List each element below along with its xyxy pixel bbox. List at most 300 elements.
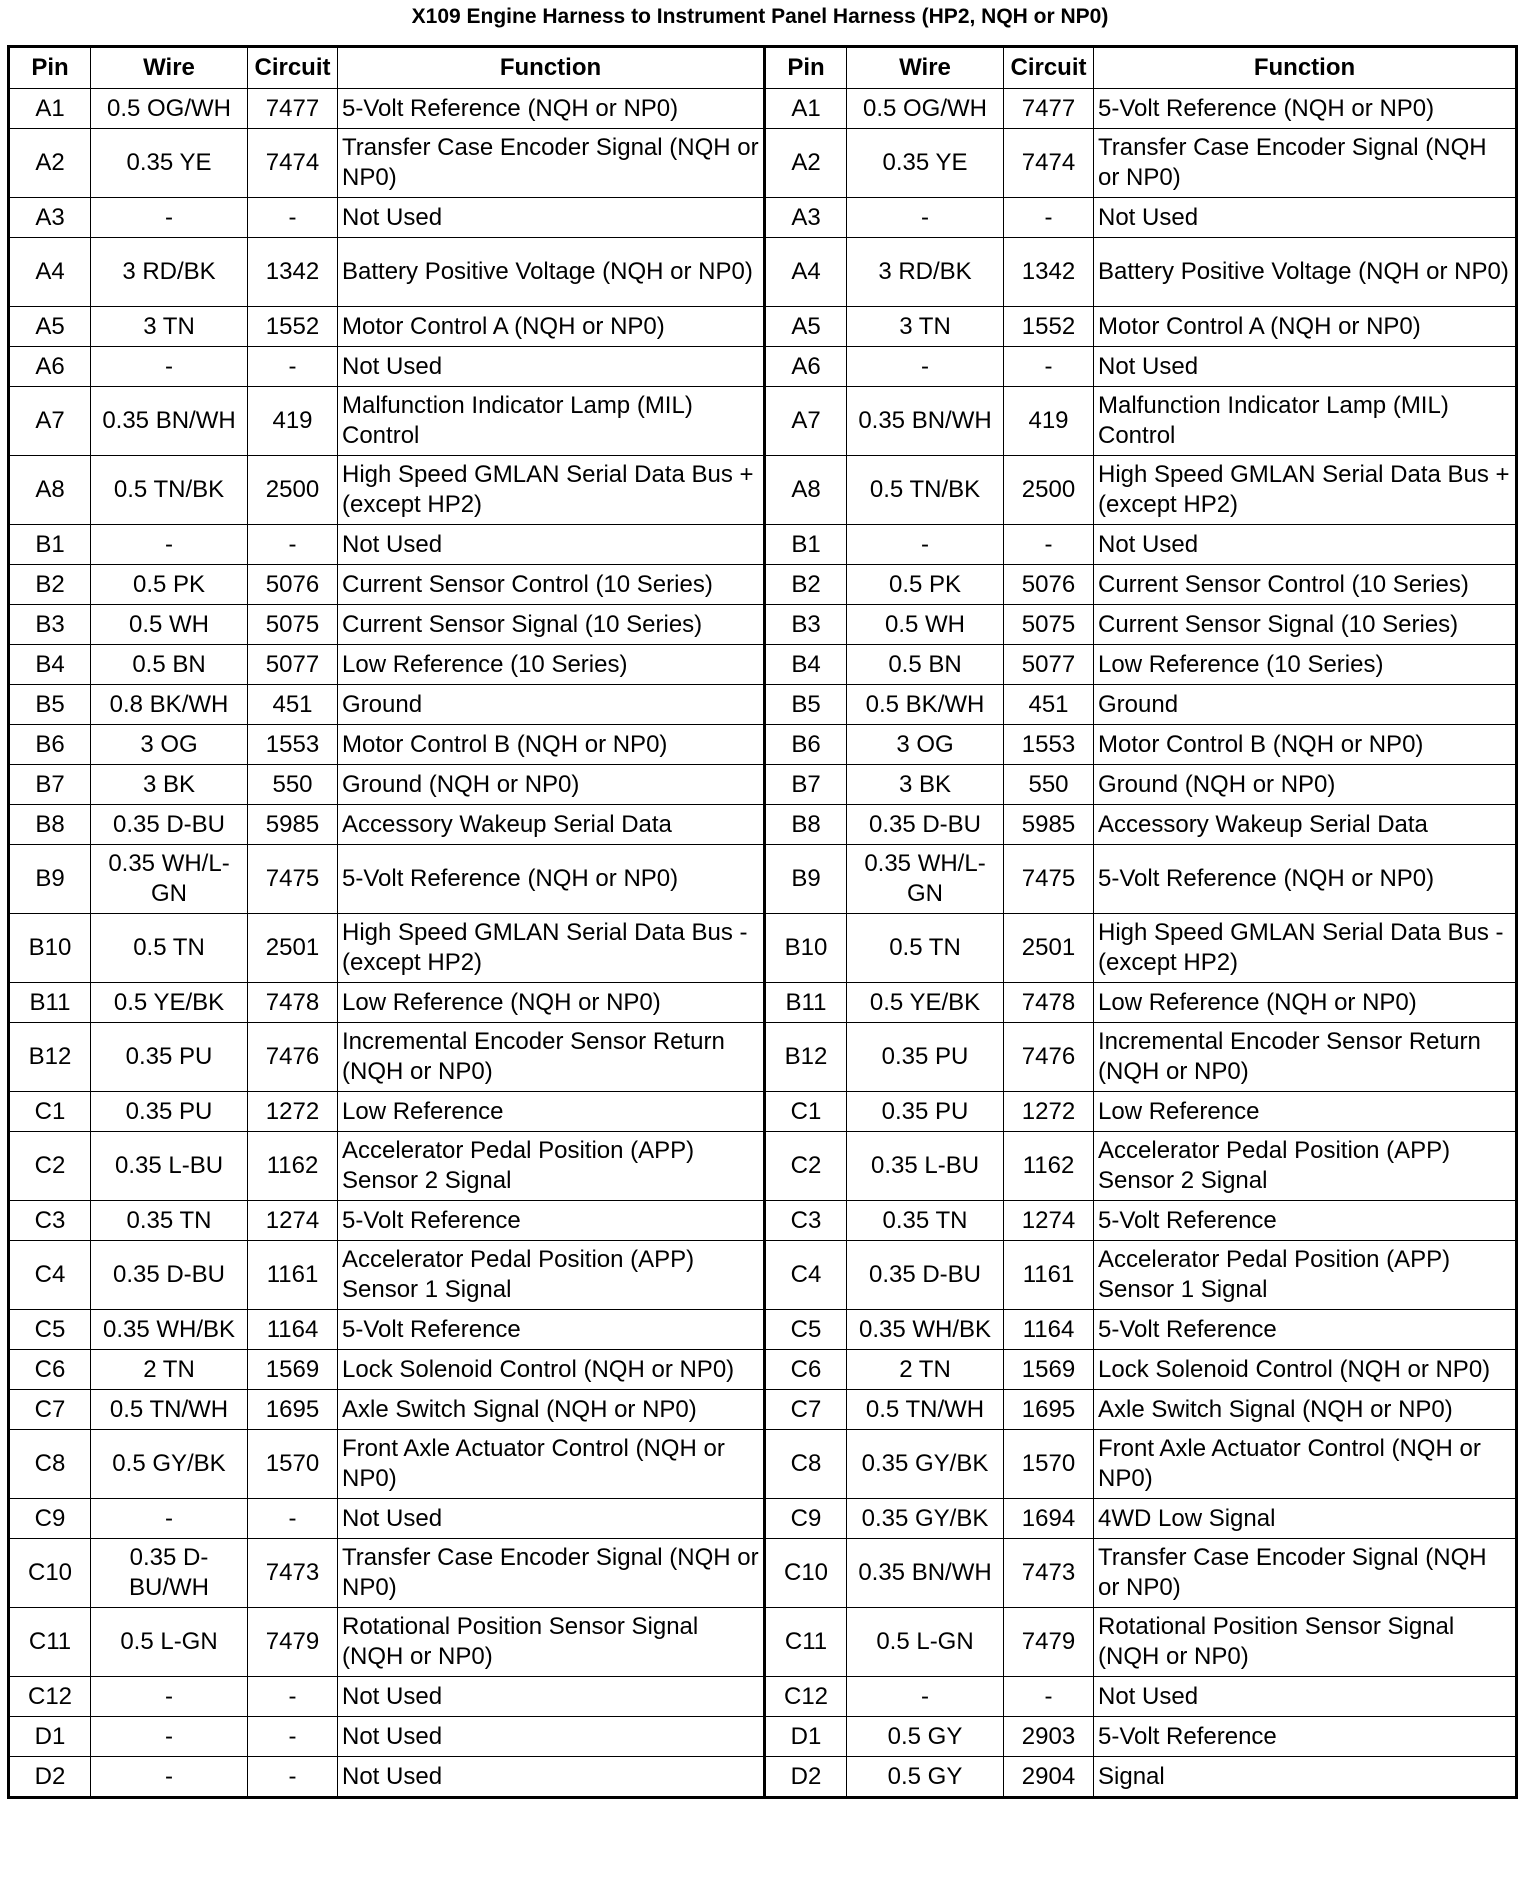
table-row — [9, 1539, 1517, 1608]
right-function-cell: 5-Volt Reference — [1094, 1201, 1517, 1241]
table-row — [9, 914, 1517, 983]
right-wire-cell: 0.5 WH — [847, 605, 1004, 645]
right-wire-cell: 3 BK — [847, 765, 1004, 805]
header-circuit: Circuit — [1004, 47, 1094, 89]
left-function-cell: 5-Volt Reference (NQH or NP0) — [338, 845, 765, 914]
right-function-cell: Low Reference (NQH or NP0) — [1094, 983, 1517, 1023]
right-pin-cell: C1 — [765, 1092, 847, 1132]
table-row — [9, 1717, 1517, 1757]
left-circuit-cell: 1569 — [248, 1350, 338, 1390]
left-function-cell: Transfer Case Encoder Signal (NQH or NP0) — [338, 1539, 765, 1608]
table-row — [9, 456, 1517, 525]
right-wire-cell: 0.35 D-BU — [847, 1241, 1004, 1310]
left-circuit-cell: 7476 — [248, 1023, 338, 1092]
left-circuit-cell: 1274 — [248, 1201, 338, 1241]
right-wire-cell: 0.5 YE/BK — [847, 983, 1004, 1023]
left-circuit-cell: 7478 — [248, 983, 338, 1023]
right-pin-cell: B3 — [765, 605, 847, 645]
left-function-cell: Lock Solenoid Control (NQH or NP0) — [338, 1350, 765, 1390]
right-circuit-cell: 550 — [1004, 765, 1094, 805]
left-pin-cell: A5 — [9, 307, 91, 347]
left-pin-cell: A1 — [9, 89, 91, 129]
table-row — [9, 805, 1517, 845]
left-pin-cell: D2 — [9, 1757, 91, 1798]
left-circuit-cell: 5985 — [248, 805, 338, 845]
right-wire-cell: 0.35 D-BU — [847, 805, 1004, 845]
right-circuit-cell: 5077 — [1004, 645, 1094, 685]
right-circuit-cell: 1570 — [1004, 1430, 1094, 1499]
left-function-cell: Malfunction Indicator Lamp (MIL) Control — [338, 387, 765, 456]
right-function-cell: 4WD Low Signal — [1094, 1499, 1517, 1539]
table-row — [9, 307, 1517, 347]
left-circuit-cell: 1161 — [248, 1241, 338, 1310]
left-circuit-cell: 7475 — [248, 845, 338, 914]
right-function-cell: Low Reference — [1094, 1092, 1517, 1132]
left-wire-cell: 0.35 D-BU/WH — [91, 1539, 248, 1608]
left-wire-cell: 0.8 BK/WH — [91, 685, 248, 725]
left-wire-cell: - — [91, 1717, 248, 1757]
left-wire-cell: 0.35 L-BU — [91, 1132, 248, 1201]
left-pin-cell: C2 — [9, 1132, 91, 1201]
right-pin-cell: B2 — [765, 565, 847, 605]
right-circuit-cell: 7475 — [1004, 845, 1094, 914]
left-pin-cell: B5 — [9, 685, 91, 725]
left-function-cell: Ground (NQH or NP0) — [338, 765, 765, 805]
left-circuit-cell: 7479 — [248, 1608, 338, 1677]
left-circuit-cell: 451 — [248, 685, 338, 725]
right-pin-cell: C5 — [765, 1310, 847, 1350]
right-circuit-cell: 1695 — [1004, 1390, 1094, 1430]
header-function: Function — [1094, 47, 1517, 89]
right-wire-cell: - — [847, 1677, 1004, 1717]
left-circuit-cell: 1695 — [248, 1390, 338, 1430]
table-row — [9, 765, 1517, 805]
left-pin-cell: B4 — [9, 645, 91, 685]
right-function-cell: Signal — [1094, 1757, 1517, 1798]
right-circuit-cell: 7477 — [1004, 89, 1094, 129]
right-wire-cell: 0.5 L-GN — [847, 1608, 1004, 1677]
right-wire-cell: 0.35 PU — [847, 1092, 1004, 1132]
right-pin-cell: C8 — [765, 1430, 847, 1499]
left-function-cell: Not Used — [338, 198, 765, 238]
right-function-cell: Rotational Position Sensor Signal (NQH or NP0) — [1094, 1608, 1517, 1677]
left-wire-cell: 0.5 PK — [91, 565, 248, 605]
right-wire-cell: 0.5 GY — [847, 1717, 1004, 1757]
left-circuit-cell: 5075 — [248, 605, 338, 645]
right-function-cell: 5-Volt Reference — [1094, 1310, 1517, 1350]
right-pin-cell: A2 — [765, 129, 847, 198]
right-circuit-cell: 1569 — [1004, 1350, 1094, 1390]
left-wire-cell: 0.5 BN — [91, 645, 248, 685]
left-function-cell: Not Used — [338, 1677, 765, 1717]
left-circuit-cell: 419 — [248, 387, 338, 456]
right-pin-cell: B1 — [765, 525, 847, 565]
right-pin-cell: D1 — [765, 1717, 847, 1757]
left-pin-cell: C10 — [9, 1539, 91, 1608]
left-function-cell: Not Used — [338, 1717, 765, 1757]
table-row — [9, 1310, 1517, 1350]
left-wire-cell: 0.5 TN — [91, 914, 248, 983]
left-pin-cell: C12 — [9, 1677, 91, 1717]
left-circuit-cell: - — [248, 525, 338, 565]
left-pin-cell: A3 — [9, 198, 91, 238]
table-row — [9, 387, 1517, 456]
right-wire-cell: 0.35 BN/WH — [847, 1539, 1004, 1608]
right-function-cell: Current Sensor Control (10 Series) — [1094, 565, 1517, 605]
right-circuit-cell: 2500 — [1004, 456, 1094, 525]
table-row — [9, 1677, 1517, 1717]
table-row — [9, 525, 1517, 565]
right-pin-cell: C9 — [765, 1499, 847, 1539]
left-pin-cell: A7 — [9, 387, 91, 456]
right-circuit-cell: 2501 — [1004, 914, 1094, 983]
left-circuit-cell: 2501 — [248, 914, 338, 983]
right-circuit-cell: 7478 — [1004, 983, 1094, 1023]
table-row — [9, 725, 1517, 765]
left-function-cell: Axle Switch Signal (NQH or NP0) — [338, 1390, 765, 1430]
left-wire-cell: 0.5 GY/BK — [91, 1430, 248, 1499]
left-circuit-cell: 1552 — [248, 307, 338, 347]
left-wire-cell: 0.35 PU — [91, 1023, 248, 1092]
right-pin-cell: B6 — [765, 725, 847, 765]
left-function-cell: Ground — [338, 685, 765, 725]
right-circuit-cell: 1272 — [1004, 1092, 1094, 1132]
right-function-cell: Not Used — [1094, 198, 1517, 238]
table-row — [9, 685, 1517, 725]
table-row — [9, 1608, 1517, 1677]
left-wire-cell: 3 BK — [91, 765, 248, 805]
right-function-cell: Accelerator Pedal Position (APP) Sensor 2 Signal — [1094, 1132, 1517, 1201]
right-wire-cell: - — [847, 525, 1004, 565]
right-wire-cell: 3 RD/BK — [847, 238, 1004, 307]
right-circuit-cell: 2903 — [1004, 1717, 1094, 1757]
right-circuit-cell: 2904 — [1004, 1757, 1094, 1798]
left-circuit-cell: - — [248, 1757, 338, 1798]
right-pin-cell: A7 — [765, 387, 847, 456]
right-function-cell: 5-Volt Reference (NQH or NP0) — [1094, 845, 1517, 914]
right-function-cell: Not Used — [1094, 347, 1517, 387]
header-pin: Pin — [765, 47, 847, 89]
table-row — [9, 198, 1517, 238]
right-pin-cell: A8 — [765, 456, 847, 525]
right-function-cell: Incremental Encoder Sensor Return (NQH or NP0) — [1094, 1023, 1517, 1092]
left-pin-cell: B12 — [9, 1023, 91, 1092]
left-function-cell: Front Axle Actuator Control (NQH or NP0) — [338, 1430, 765, 1499]
left-wire-cell: 3 RD/BK — [91, 238, 248, 307]
left-pin-cell: C3 — [9, 1201, 91, 1241]
left-wire-cell: 0.5 TN/WH — [91, 1390, 248, 1430]
left-pin-cell: C7 — [9, 1390, 91, 1430]
left-pin-cell: D1 — [9, 1717, 91, 1757]
left-pin-cell: C9 — [9, 1499, 91, 1539]
left-pin-cell: B8 — [9, 805, 91, 845]
left-pin-cell: A6 — [9, 347, 91, 387]
table-row — [9, 1499, 1517, 1539]
right-wire-cell: 0.5 PK — [847, 565, 1004, 605]
table-row — [9, 347, 1517, 387]
right-pin-cell: B10 — [765, 914, 847, 983]
table-row — [9, 1092, 1517, 1132]
right-function-cell: Front Axle Actuator Control (NQH or NP0) — [1094, 1430, 1517, 1499]
left-circuit-cell: 5077 — [248, 645, 338, 685]
table-row — [9, 1132, 1517, 1201]
right-pin-cell: C7 — [765, 1390, 847, 1430]
left-wire-cell: 0.35 PU — [91, 1092, 248, 1132]
left-circuit-cell: 1164 — [248, 1310, 338, 1350]
table-row — [9, 238, 1517, 307]
left-function-cell: Rotational Position Sensor Signal (NQH or NP0) — [338, 1608, 765, 1677]
table-row — [9, 645, 1517, 685]
left-wire-cell: 0.35 TN — [91, 1201, 248, 1241]
left-wire-cell: 0.35 YE — [91, 129, 248, 198]
left-function-cell: Motor Control B (NQH or NP0) — [338, 725, 765, 765]
page-title: X109 Engine Harness to Instrument Panel Harness (HP2, NQH or NP0) — [411, 5, 1109, 28]
right-wire-cell: 0.35 GY/BK — [847, 1499, 1004, 1539]
right-pin-cell: B5 — [765, 685, 847, 725]
left-pin-cell: B3 — [9, 605, 91, 645]
right-pin-cell: A4 — [765, 238, 847, 307]
right-circuit-cell: 7479 — [1004, 1608, 1094, 1677]
right-circuit-cell: 1552 — [1004, 307, 1094, 347]
left-wire-cell: - — [91, 1757, 248, 1798]
right-pin-cell: D2 — [765, 1757, 847, 1798]
left-pin-cell: C11 — [9, 1608, 91, 1677]
header-pin: Pin — [9, 47, 91, 89]
right-wire-cell: 0.35 L-BU — [847, 1132, 1004, 1201]
right-pin-cell: B4 — [765, 645, 847, 685]
left-pin-cell: B11 — [9, 983, 91, 1023]
left-circuit-cell: 1162 — [248, 1132, 338, 1201]
right-circuit-cell: - — [1004, 1677, 1094, 1717]
right-wire-cell: 0.5 TN — [847, 914, 1004, 983]
right-pin-cell: B7 — [765, 765, 847, 805]
left-pin-cell: A4 — [9, 238, 91, 307]
left-circuit-cell: 7474 — [248, 129, 338, 198]
left-wire-cell: 0.35 WH/BK — [91, 1310, 248, 1350]
left-wire-cell: - — [91, 1499, 248, 1539]
left-function-cell: Not Used — [338, 347, 765, 387]
table-row — [9, 129, 1517, 198]
left-wire-cell: 0.5 L-GN — [91, 1608, 248, 1677]
right-wire-cell: 0.35 PU — [847, 1023, 1004, 1092]
table-row — [9, 89, 1517, 129]
left-circuit-cell: - — [248, 1677, 338, 1717]
left-pin-cell: B6 — [9, 725, 91, 765]
left-wire-cell: - — [91, 347, 248, 387]
right-circuit-cell: 1162 — [1004, 1132, 1094, 1201]
right-function-cell: 5-Volt Reference (NQH or NP0) — [1094, 89, 1517, 129]
table-row — [9, 605, 1517, 645]
left-function-cell: Not Used — [338, 525, 765, 565]
left-function-cell: Battery Positive Voltage (NQH or NP0) — [338, 238, 765, 307]
table-row — [9, 565, 1517, 605]
left-circuit-cell: 7477 — [248, 89, 338, 129]
left-pin-cell: A2 — [9, 129, 91, 198]
right-pin-cell: C4 — [765, 1241, 847, 1310]
left-circuit-cell: - — [248, 347, 338, 387]
table-row — [9, 983, 1517, 1023]
left-pin-cell: A8 — [9, 456, 91, 525]
right-circuit-cell: 451 — [1004, 685, 1094, 725]
left-circuit-cell: - — [248, 198, 338, 238]
right-function-cell: Not Used — [1094, 1677, 1517, 1717]
left-function-cell: Accelerator Pedal Position (APP) Sensor 1 Signal — [338, 1241, 765, 1310]
right-circuit-cell: 5076 — [1004, 565, 1094, 605]
right-wire-cell: 0.5 TN/WH — [847, 1390, 1004, 1430]
right-pin-cell: C2 — [765, 1132, 847, 1201]
left-function-cell: Transfer Case Encoder Signal (NQH or NP0) — [338, 129, 765, 198]
left-function-cell: Current Sensor Signal (10 Series) — [338, 605, 765, 645]
right-wire-cell: 0.35 BN/WH — [847, 387, 1004, 456]
left-wire-cell: - — [91, 525, 248, 565]
left-pin-cell: B9 — [9, 845, 91, 914]
left-wire-cell: 2 TN — [91, 1350, 248, 1390]
left-function-cell: Low Reference (10 Series) — [338, 645, 765, 685]
left-wire-cell: 0.5 YE/BK — [91, 983, 248, 1023]
right-circuit-cell: 419 — [1004, 387, 1094, 456]
right-circuit-cell: 1161 — [1004, 1241, 1094, 1310]
left-function-cell: Accelerator Pedal Position (APP) Sensor 2 Signal — [338, 1132, 765, 1201]
left-function-cell: Low Reference — [338, 1092, 765, 1132]
right-pin-cell: B8 — [765, 805, 847, 845]
table-row — [9, 1201, 1517, 1241]
right-wire-cell: 0.35 YE — [847, 129, 1004, 198]
right-function-cell: Motor Control B (NQH or NP0) — [1094, 725, 1517, 765]
right-pin-cell: C12 — [765, 1677, 847, 1717]
right-pin-cell: A6 — [765, 347, 847, 387]
right-pin-cell: C3 — [765, 1201, 847, 1241]
left-function-cell: High Speed GMLAN Serial Data Bus - (except HP2) — [338, 914, 765, 983]
right-function-cell: Battery Positive Voltage (NQH or NP0) — [1094, 238, 1517, 307]
left-wire-cell: 0.5 TN/BK — [91, 456, 248, 525]
right-wire-cell: 2 TN — [847, 1350, 1004, 1390]
right-pin-cell: B9 — [765, 845, 847, 914]
right-function-cell: Accelerator Pedal Position (APP) Sensor 1 Signal — [1094, 1241, 1517, 1310]
left-circuit-cell: 7473 — [248, 1539, 338, 1608]
left-wire-cell: 0.35 D-BU — [91, 805, 248, 845]
table-row — [9, 1390, 1517, 1430]
right-function-cell: Accessory Wakeup Serial Data — [1094, 805, 1517, 845]
right-function-cell: Axle Switch Signal (NQH or NP0) — [1094, 1390, 1517, 1430]
right-function-cell: Transfer Case Encoder Signal (NQH or NP0) — [1094, 129, 1517, 198]
right-wire-cell: 0.5 TN/BK — [847, 456, 1004, 525]
right-circuit-cell: 1694 — [1004, 1499, 1094, 1539]
left-function-cell: Motor Control A (NQH or NP0) — [338, 307, 765, 347]
left-function-cell: Accessory Wakeup Serial Data — [338, 805, 765, 845]
right-circuit-cell: 7476 — [1004, 1023, 1094, 1092]
table-row — [9, 1430, 1517, 1499]
left-circuit-cell: 550 — [248, 765, 338, 805]
right-circuit-cell: - — [1004, 198, 1094, 238]
right-wire-cell: 0.35 WH/BK — [847, 1310, 1004, 1350]
right-function-cell: Current Sensor Signal (10 Series) — [1094, 605, 1517, 645]
header-circuit: Circuit — [248, 47, 338, 89]
left-wire-cell: 0.5 OG/WH — [91, 89, 248, 129]
left-circuit-cell: 1342 — [248, 238, 338, 307]
left-function-cell: 5-Volt Reference — [338, 1201, 765, 1241]
header-function: Function — [338, 47, 765, 89]
left-wire-cell: 0.35 D-BU — [91, 1241, 248, 1310]
right-circuit-cell: 1274 — [1004, 1201, 1094, 1241]
left-circuit-cell: 1553 — [248, 725, 338, 765]
right-wire-cell: 0.5 BK/WH — [847, 685, 1004, 725]
right-wire-cell: 0.5 GY — [847, 1757, 1004, 1798]
right-function-cell: Ground (NQH or NP0) — [1094, 765, 1517, 805]
header-wire: Wire — [91, 47, 248, 89]
right-wire-cell: 0.35 TN — [847, 1201, 1004, 1241]
left-pin-cell: B7 — [9, 765, 91, 805]
right-function-cell: 5-Volt Reference — [1094, 1717, 1517, 1757]
right-wire-cell: 3 OG — [847, 725, 1004, 765]
right-function-cell: Motor Control A (NQH or NP0) — [1094, 307, 1517, 347]
table-row — [9, 1757, 1517, 1798]
right-circuit-cell: 1342 — [1004, 238, 1094, 307]
table-row — [9, 1023, 1517, 1092]
left-circuit-cell: 2500 — [248, 456, 338, 525]
left-wire-cell: - — [91, 198, 248, 238]
left-wire-cell: - — [91, 1677, 248, 1717]
left-function-cell: Incremental Encoder Sensor Return (NQH or NP0) — [338, 1023, 765, 1092]
right-pin-cell: A3 — [765, 198, 847, 238]
right-pin-cell: B12 — [765, 1023, 847, 1092]
right-function-cell: Ground — [1094, 685, 1517, 725]
left-pin-cell: C4 — [9, 1241, 91, 1310]
right-pin-cell: C6 — [765, 1350, 847, 1390]
right-wire-cell: - — [847, 198, 1004, 238]
left-function-cell: Current Sensor Control (10 Series) — [338, 565, 765, 605]
right-circuit-cell: 7473 — [1004, 1539, 1094, 1608]
left-wire-cell: 3 TN — [91, 307, 248, 347]
left-circuit-cell: - — [248, 1499, 338, 1539]
left-pin-cell: C6 — [9, 1350, 91, 1390]
left-circuit-cell: - — [248, 1717, 338, 1757]
right-pin-cell: A5 — [765, 307, 847, 347]
right-wire-cell: 3 TN — [847, 307, 1004, 347]
right-function-cell: Transfer Case Encoder Signal (NQH or NP0) — [1094, 1539, 1517, 1608]
right-pin-cell: C10 — [765, 1539, 847, 1608]
left-pin-cell: B10 — [9, 914, 91, 983]
left-pin-cell: C5 — [9, 1310, 91, 1350]
right-function-cell: Malfunction Indicator Lamp (MIL) Control — [1094, 387, 1517, 456]
left-circuit-cell: 5076 — [248, 565, 338, 605]
right-circuit-cell: 1553 — [1004, 725, 1094, 765]
left-function-cell: High Speed GMLAN Serial Data Bus + (except HP2) — [338, 456, 765, 525]
left-pin-cell: B2 — [9, 565, 91, 605]
connector-pinout-table — [7, 45, 1518, 1799]
left-wire-cell: 0.5 WH — [91, 605, 248, 645]
right-circuit-cell: 1164 — [1004, 1310, 1094, 1350]
left-pin-cell: C1 — [9, 1092, 91, 1132]
left-function-cell: Not Used — [338, 1757, 765, 1798]
left-circuit-cell: 1570 — [248, 1430, 338, 1499]
right-wire-cell: - — [847, 347, 1004, 387]
left-function-cell: 5-Volt Reference — [338, 1310, 765, 1350]
right-pin-cell: C11 — [765, 1608, 847, 1677]
left-wire-cell: 0.35 BN/WH — [91, 387, 248, 456]
right-pin-cell: B11 — [765, 983, 847, 1023]
right-function-cell: Not Used — [1094, 525, 1517, 565]
right-wire-cell: 0.5 BN — [847, 645, 1004, 685]
right-circuit-cell: - — [1004, 347, 1094, 387]
left-function-cell: 5-Volt Reference (NQH or NP0) — [338, 89, 765, 129]
table-row — [9, 1241, 1517, 1310]
table-body — [9, 89, 1517, 1798]
right-function-cell: High Speed GMLAN Serial Data Bus + (except HP2) — [1094, 456, 1517, 525]
table-row — [9, 845, 1517, 914]
left-wire-cell: 0.35 WH/L-GN — [91, 845, 248, 914]
left-wire-cell: 3 OG — [91, 725, 248, 765]
table-header-row — [9, 47, 1517, 89]
